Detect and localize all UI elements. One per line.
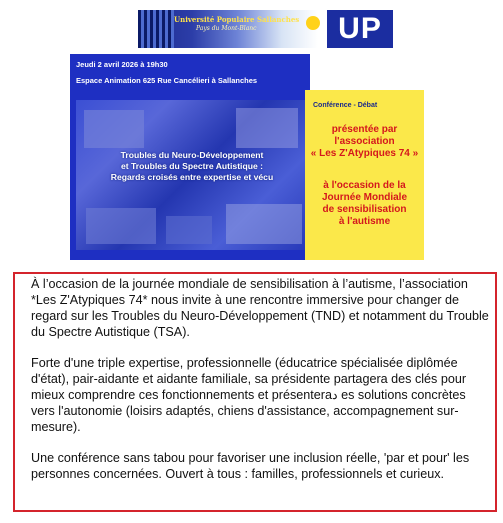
occasion-line: de sensibilisation bbox=[322, 204, 407, 215]
banner-subtitle: Pays du Mont-Blanc bbox=[196, 25, 257, 32]
description-paragraph: Une conférence sans tabou pour favoriser une inclusion réelle, 'par et pour' les personnes concernées. Ouvert à tous : familles, professionnels et curieux. bbox=[31, 451, 470, 481]
collage-photo bbox=[226, 204, 302, 244]
collage-photo bbox=[166, 216, 212, 244]
poster-title-line: Troubles du Neuro-Développement bbox=[120, 150, 264, 160]
up-logo: UP bbox=[327, 10, 393, 48]
description-paragraph: À l’occasion de la journée mondiale de sensibilisation à l’autisme, l’association *Les Z'Atypiques 74* nous invite à une rencontre immersive pour changer de regard sur les Troubles du Neuro-Développement (TND) et notamment du Trouble du Spectre Autistique (TSA). bbox=[31, 277, 489, 339]
presented-by-line: présentée par bbox=[331, 124, 398, 135]
header-banner bbox=[138, 10, 393, 48]
sun-icon bbox=[306, 16, 320, 30]
event-date: Jeudi 2 avril 2026 à 19h30 bbox=[70, 58, 310, 72]
event-description bbox=[13, 272, 497, 512]
occasion-line: à l'autisme bbox=[338, 216, 391, 227]
occasion-line: à l'occasion de la bbox=[323, 180, 406, 191]
event-place: Espace Animation 625 Rue Cancélieri à Sallanches bbox=[70, 74, 310, 88]
conference-badge: Conférence - Débat bbox=[313, 102, 378, 109]
poster-title-line: et Troubles du Spectre Autistique : bbox=[121, 161, 263, 171]
poster-title bbox=[80, 150, 304, 183]
presented-by-line: « Les Z'Atypiques 74 » bbox=[310, 148, 419, 159]
collage-photo bbox=[84, 110, 144, 148]
collage-photo bbox=[236, 108, 298, 148]
banner-title: Université Populaire Sallanches bbox=[174, 15, 300, 24]
occasion-line: Journée Mondiale bbox=[321, 192, 407, 203]
banner-photo-strip bbox=[138, 10, 174, 48]
event-poster bbox=[70, 54, 310, 260]
presented-by-line: l'association bbox=[334, 136, 395, 147]
banner-image bbox=[138, 10, 318, 48]
description-paragraph: Forte d'une triple expertise, professionnelle (éducatrice spécialisée diplômée d'état), pair-aidante et aidante familiale, sa présidente partagera des clés pour mieux comprendre ces fonctionnements et présenteraد es solutions concrètes vers l'autonomie (loisirs adaptés, chiens d'assistance, accompagnement sur-mesure). bbox=[31, 356, 467, 434]
conference-sidebar bbox=[305, 90, 424, 260]
poster-photo-collage bbox=[76, 100, 308, 250]
collage-photo bbox=[86, 208, 156, 244]
occasion-text bbox=[305, 180, 424, 228]
poster-title-line: Regards croisés entre expertise et vécu bbox=[110, 172, 274, 182]
presented-by bbox=[305, 124, 424, 160]
